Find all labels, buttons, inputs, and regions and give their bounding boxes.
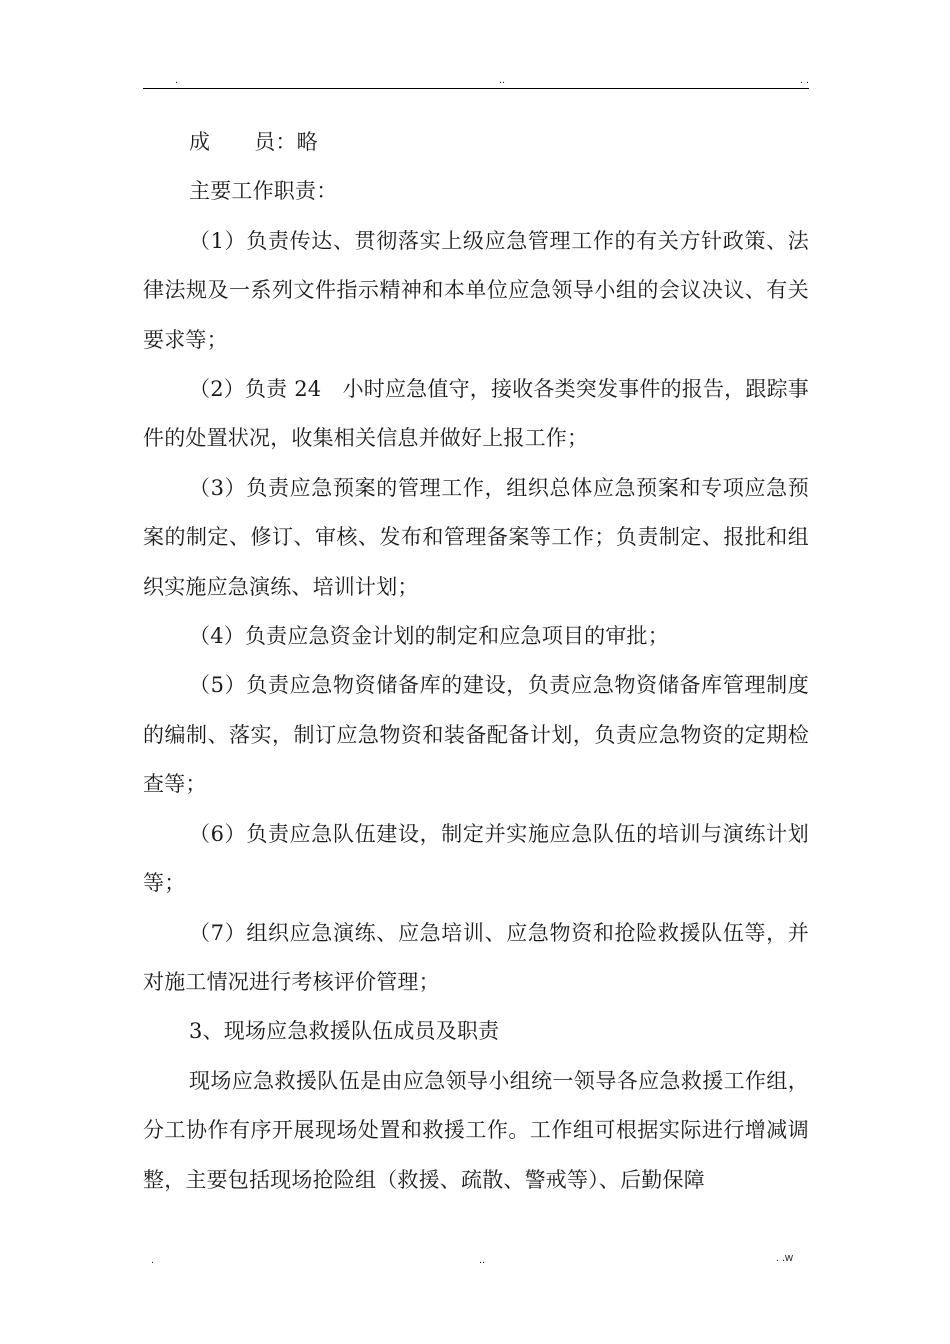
section-3-heading: 3、现场应急救援队伍成员及职责 xyxy=(189,1019,500,1044)
duty-item-6: （6）负责应急队伍建设，制定并实施应急队伍的培训与演练计划等； xyxy=(143,821,809,896)
duty-item-5: （5）负责应急物资储备库的建设，负责应急物资储备库管理制度的编制、落实，制订应急物资和装备配备计划，负责应急物资的定期检查等； xyxy=(143,673,809,797)
document-body xyxy=(143,118,809,1205)
footer-right-mark: . .w xyxy=(775,1252,793,1264)
duty-item-4: （4）负责应急资金计划的制定和应急项目的审批； xyxy=(189,624,669,649)
page-footer xyxy=(143,1250,809,1270)
members-line xyxy=(143,118,809,167)
duty-item-2: （2）负责 24 小时应急值守，接收各类突发事件的报告，跟踪事件的处置状况，收集相关信息并做好上报工作； xyxy=(143,377,809,451)
members-label-b: 员：略 xyxy=(254,130,318,154)
duty-item-7: （7）组织应急演练、应急培训、应急物资和抢险救援队伍等，并对施工情况进行考核评价管理； xyxy=(143,920,809,994)
page-header xyxy=(143,70,809,89)
footer-left-mark: . xyxy=(151,1254,155,1266)
duty-item-3: （3）负责应急预案的管理工作，组织总体应急预案和专项应急预案的制定、修订、审核、发布和管理备案等工作；负责制定、报批和组织实施应急演练、培训计划； xyxy=(143,475,809,599)
section-3-body: 现场应急救援队伍是由应急领导小组统一领导各应急救援工作组，分工协作有序开展现场处置和救援工作。工作组可根据实际进行增减调整，主要包括现场抢险组（救援、疏散、警戒等）、后勤保障 xyxy=(143,1068,809,1192)
header-right-mark: . . xyxy=(799,74,809,86)
duties-heading: 主要工作职责： xyxy=(189,179,338,204)
header-left-mark: . xyxy=(175,74,179,86)
header-middle-mark: .. xyxy=(499,74,506,86)
footer-middle-mark: .. xyxy=(479,1254,486,1266)
duty-item-1: （1）负责传达、贯彻落实上级应急管理工作的有关方针政策、法律法规及一系列文件指示精神和本单位应急领导小组的会议决议、有关要求等； xyxy=(143,228,809,352)
members-label-a: 成 xyxy=(189,130,211,154)
